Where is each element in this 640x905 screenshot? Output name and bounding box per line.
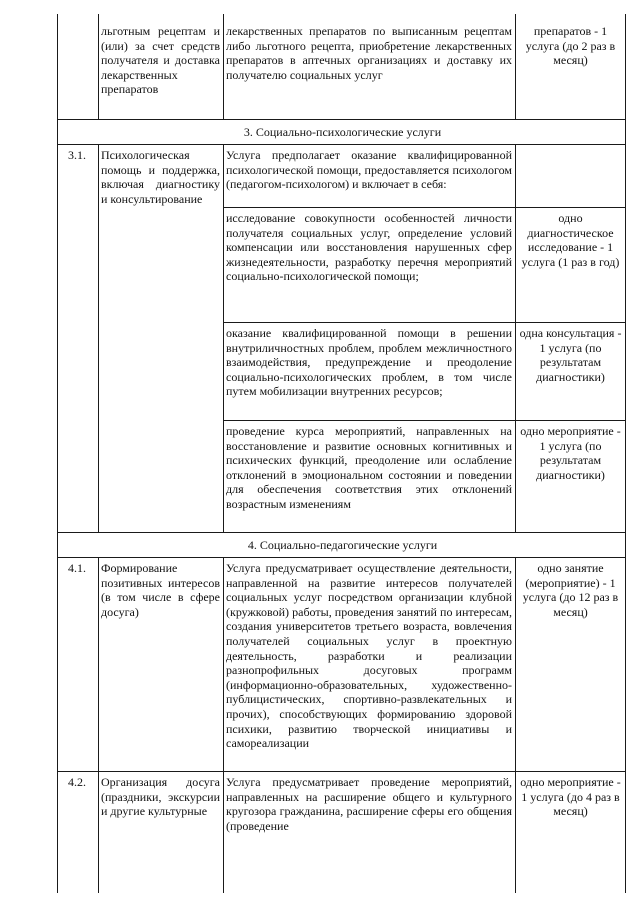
service-description-cell: Услуга предусматривает осуществление деятельности, направленной на развитие интересов получателей социальных услуг посредством организации клубной (кружковой) работы, проведения занятий по интересам, создания университетов третьего возраста, вовлечения получателей социальных услуг в проектную деятельность, разработки и реализации разнопрофильных досуговых программ (информационно-образовательных, художественно-публицистических, спортивно-развлекательных и прочих), способствующих формированию здоровой психики, развитию творческой инициативы и самореализации [226, 561, 512, 751]
column-divider-3 [515, 557, 516, 893]
column-divider-2 [223, 14, 224, 119]
row-number: 4.2. [68, 775, 86, 789]
row-divider [223, 420, 626, 421]
row-divider [57, 144, 626, 145]
service-volume-cell: одно диагностическое исследование - 1 услуга (1 раз в год) [521, 211, 620, 269]
column-divider-2 [223, 557, 224, 893]
service-volume-cell: одно мероприятие - 1 услуга (по результатам диагностики) [520, 424, 621, 482]
service-description-cell: проведение курса мероприятий, направленных на восстановление и развитие основных когнитивных и психических функций, преодоление или ослабление отклонений в эмоциональном состоянии и поведении для обеспечения соответствия этих отклонений возрастным изменениям [226, 424, 512, 511]
section-header: 4. Социально-педагогические услуги [247, 538, 438, 552]
service-description-cell: исследование совокупности особенностей личности получателя социальных услуг, определение условий компенсации или восстановления нарушенных сфер жизнедеятельности, разработку перечня мероприятий социально-психологической помощи; [226, 211, 512, 284]
column-divider-1 [98, 144, 99, 532]
row-divider [57, 557, 626, 558]
table-border-right [625, 14, 626, 893]
column-divider-1 [98, 14, 99, 119]
row-divider [223, 207, 626, 208]
column-divider-3 [515, 144, 516, 532]
service-description-cell: Услуга предполагает оказание квалифицированной психологической помощи, предоставляется психологом (педагогом-психологом) и включает в себя: [226, 148, 512, 192]
service-volume-cell: одно мероприятие - 1 услуга (до 4 раз в месяц) [520, 775, 621, 819]
row-divider [57, 532, 626, 533]
row-divider [57, 119, 626, 120]
service-description-cell: лекарственных препаратов по выписанным рецептам либо льготного рецепта, приобретение лекарственных препаратов в аптечных организациях и доставку их получателю социальных услуг [226, 24, 512, 82]
row-number: 3.1. [68, 148, 86, 162]
column-divider-1 [98, 557, 99, 893]
service-name-cell: Организация досуга (праздники, экскурсии и другие культурные [101, 775, 220, 819]
service-volume-cell: препаратов - 1 услуга (до 2 раз в месяц) [525, 24, 616, 68]
service-name-cell: льготным рецептам и (или) за счет средств получателя и доставка лекарственных препаратов [101, 24, 220, 97]
section-header: 3. Социально-психологические услуги [243, 125, 442, 139]
column-divider-2 [223, 144, 224, 532]
row-divider [223, 322, 626, 323]
column-divider-3 [515, 14, 516, 119]
service-description-cell: оказание квалифицированной помощи в решении внутриличностных проблем, проблем межличностного взаимодействия, предупреждение и преодоление социально-психологических проблем, в том числе путем мобилизации внутренних ресурсов; [226, 326, 512, 399]
table-border-left [57, 14, 58, 893]
service-description-cell: Услуга предусматривает проведение мероприятий, направленных на расширение общего и культурного кругозора гражданина, расширение сферы его общения (проведение [226, 775, 512, 833]
service-name-cell: Формирование позитивных интересов (в том числе в сфере досуга) [101, 561, 220, 619]
row-divider [57, 771, 626, 772]
service-name-cell: Психологическая помощь и поддержка, включая диагностику и консультирование [101, 148, 220, 206]
service-volume-cell: одна консультация - 1 услуга (по результатам диагностики) [519, 326, 622, 384]
row-number: 4.1. [68, 561, 86, 575]
service-volume-cell: одно занятие (мероприятие) - 1 услуга (до 12 раз в месяц) [522, 561, 619, 619]
